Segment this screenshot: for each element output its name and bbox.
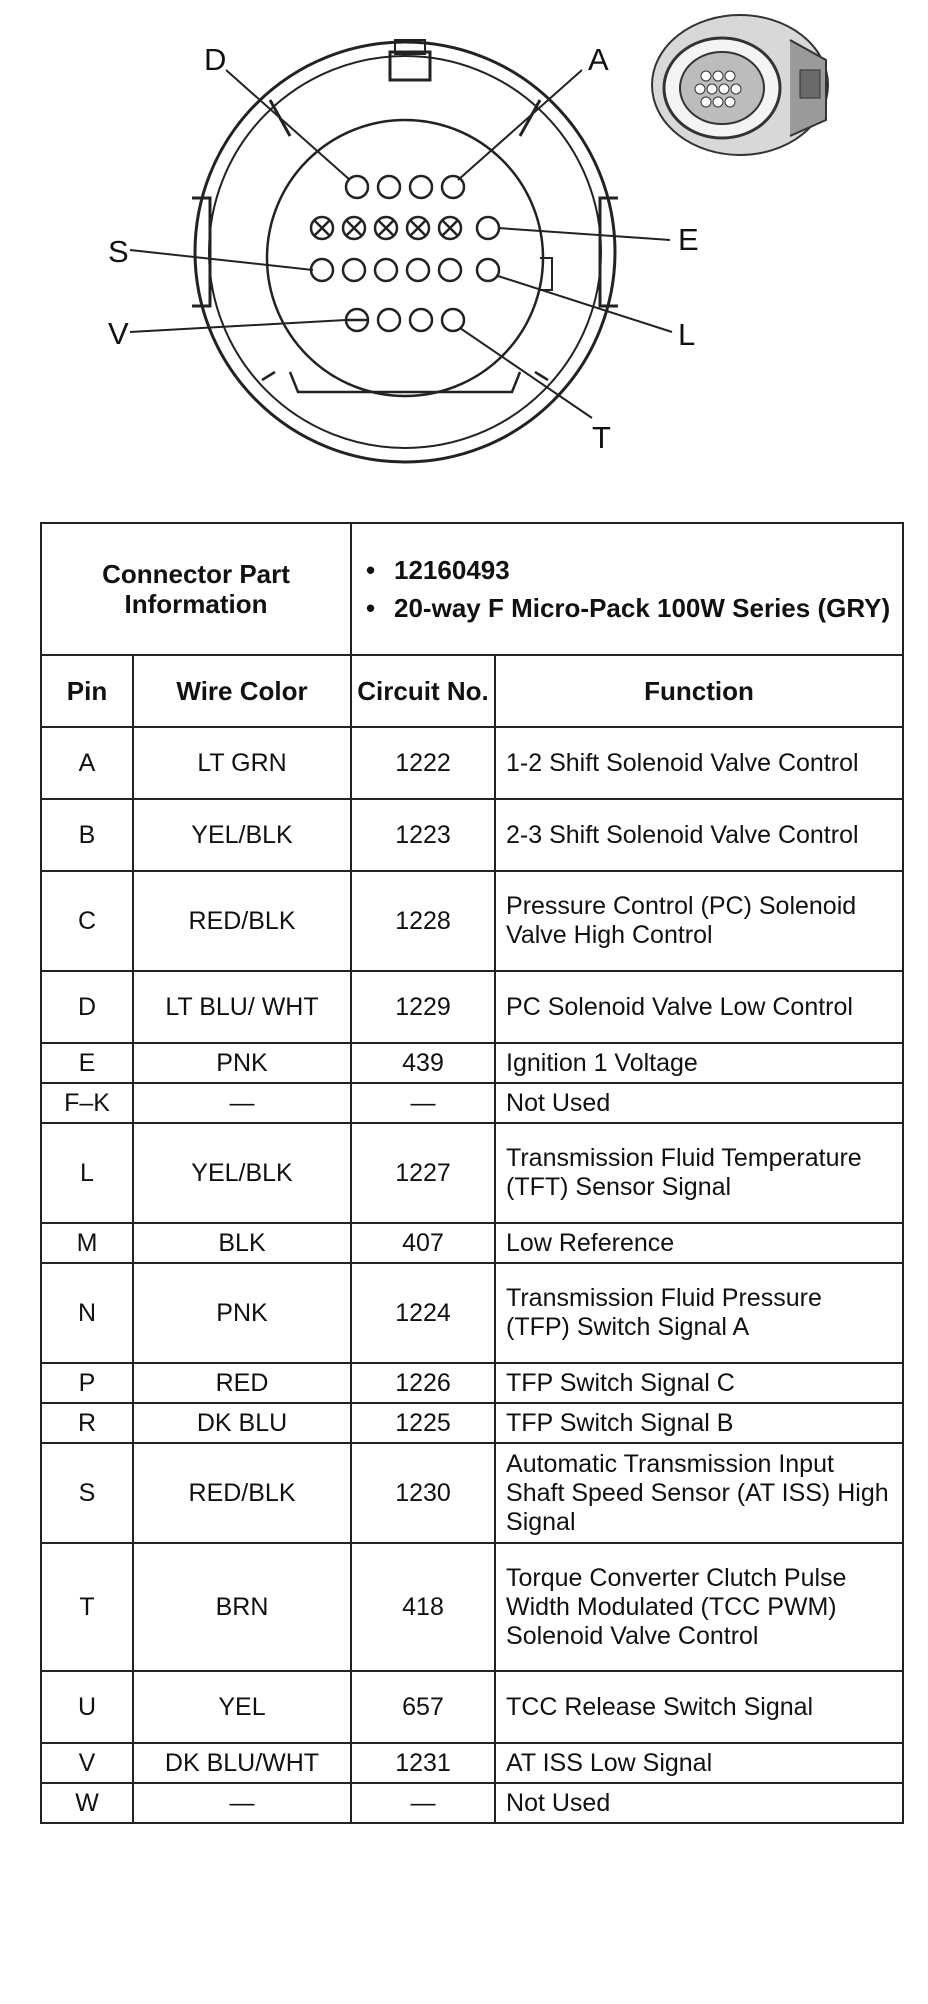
pin-cell: P — [41, 1363, 133, 1403]
wire-color-cell: BRN — [133, 1543, 351, 1671]
function-cell: PC Solenoid Valve Low Control — [495, 971, 903, 1043]
pin-cavities — [311, 176, 499, 331]
col-header-pin: Pin — [41, 655, 133, 727]
circuit-cell: 439 — [351, 1043, 495, 1083]
table-row — [41, 1083, 903, 1123]
table-row — [41, 1671, 903, 1743]
circuit-cell: 1223 — [351, 799, 495, 871]
table-row — [41, 1263, 903, 1363]
callout-e: E — [678, 222, 699, 257]
pin-cell: V — [41, 1743, 133, 1783]
table-row — [41, 1443, 903, 1543]
function-cell: 2-3 Shift Solenoid Valve Control — [495, 799, 903, 871]
function-cell: 1-2 Shift Solenoid Valve Control — [495, 727, 903, 799]
connector-face-diagram — [0, 0, 928, 480]
table-row — [41, 1363, 903, 1403]
pin-cell: A — [41, 727, 133, 799]
function-cell: Low Reference — [495, 1223, 903, 1263]
part-number: • 12160493 — [366, 555, 902, 585]
circuit-cell: 1226 — [351, 1363, 495, 1403]
pin-cell: N — [41, 1263, 133, 1363]
pin-cell: B — [41, 799, 133, 871]
circuit-cell: 407 — [351, 1223, 495, 1263]
connector-description: • 20-way F Micro-Pack 100W Series (GRY) — [366, 593, 902, 623]
circuit-cell: 418 — [351, 1543, 495, 1671]
wire-color-cell: PNK — [133, 1043, 351, 1083]
pin-cell: M — [41, 1223, 133, 1263]
table-row — [41, 1043, 903, 1083]
function-cell: TFP Switch Signal C — [495, 1363, 903, 1403]
pin-cell: L — [41, 1123, 133, 1223]
wire-color-cell: DK BLU/WHT — [133, 1743, 351, 1783]
wire-color-cell: LT BLU/ WHT — [133, 971, 351, 1043]
circuit-cell: 1224 — [351, 1263, 495, 1363]
circuit-cell: 1229 — [351, 971, 495, 1043]
function-cell: AT ISS Low Signal — [495, 1743, 903, 1783]
function-cell: TFP Switch Signal B — [495, 1403, 903, 1443]
table-row — [41, 871, 903, 971]
pin-cell: C — [41, 871, 133, 971]
function-cell: Transmission Fluid Temperature (TFT) Sensor Signal — [495, 1123, 903, 1223]
circuit-cell: 1231 — [351, 1743, 495, 1783]
wire-color-cell: DK BLU — [133, 1403, 351, 1443]
function-cell: Ignition 1 Voltage — [495, 1043, 903, 1083]
table-row — [41, 1783, 903, 1823]
plugged-cavities — [311, 217, 461, 239]
callout-l: L — [678, 317, 696, 352]
function-cell: Torque Converter Clutch Pulse Width Modulated (TCC PWM) Solenoid Valve Control — [495, 1543, 903, 1671]
circuit-cell: 1228 — [351, 871, 495, 971]
table-row — [41, 971, 903, 1043]
circuit-cell: 1230 — [351, 1443, 495, 1543]
function-cell: TCC Release Switch Signal — [495, 1671, 903, 1743]
pin-cell: W — [41, 1783, 133, 1823]
connector-face-svg — [0, 0, 928, 480]
circuit-cell: 1222 — [351, 727, 495, 799]
function-cell: Not Used — [495, 1083, 903, 1123]
pin-cell: T — [41, 1543, 133, 1671]
pin-cell: E — [41, 1043, 133, 1083]
wire-color-cell: RED — [133, 1363, 351, 1403]
connector-info-row — [41, 523, 903, 655]
wire-color-cell: — — [133, 1783, 351, 1823]
wire-color-cell: YEL/BLK — [133, 799, 351, 871]
wire-color-cell: — — [133, 1083, 351, 1123]
wire-color-cell: RED/BLK — [133, 871, 351, 971]
circuit-cell: — — [351, 1783, 495, 1823]
pinout-table — [40, 522, 904, 1824]
wire-color-cell: YEL — [133, 1671, 351, 1743]
col-header-function: Function — [495, 655, 903, 727]
function-cell: Automatic Transmission Input Shaft Speed Sensor (AT ISS) High Signal — [495, 1443, 903, 1543]
table-row — [41, 1543, 903, 1671]
connector-info-values — [351, 523, 903, 655]
table-row — [41, 727, 903, 799]
pin-cell: S — [41, 1443, 133, 1543]
circuit-cell: 1225 — [351, 1403, 495, 1443]
pin-cell: D — [41, 971, 133, 1043]
pin-cell: F–K — [41, 1083, 133, 1123]
callout-s: S — [108, 234, 129, 269]
table-row — [41, 1223, 903, 1263]
function-cell: Pressure Control (PC) Solenoid Valve High Control — [495, 871, 903, 971]
table-row — [41, 1403, 903, 1443]
function-cell: Transmission Fluid Pressure (TFP) Switch Signal A — [495, 1263, 903, 1363]
wire-color-cell: LT GRN — [133, 727, 351, 799]
table-row — [41, 799, 903, 871]
callout-v: V — [108, 316, 129, 351]
circuit-cell: — — [351, 1083, 495, 1123]
table-row — [41, 1743, 903, 1783]
wire-color-cell: YEL/BLK — [133, 1123, 351, 1223]
circuit-cell: 1227 — [351, 1123, 495, 1223]
wire-color-cell: PNK — [133, 1263, 351, 1363]
callout-a: A — [588, 42, 609, 77]
connector-photo-image — [652, 15, 828, 155]
circuit-cell: 657 — [351, 1671, 495, 1743]
callout-d: D — [204, 42, 227, 77]
pin-cell: U — [41, 1671, 133, 1743]
col-header-circuit: Circuit No. — [351, 655, 495, 727]
callout-t: T — [592, 420, 611, 455]
wire-color-cell: BLK — [133, 1223, 351, 1263]
column-header-row — [41, 655, 903, 727]
pin-cell: R — [41, 1403, 133, 1443]
wire-color-cell: RED/BLK — [133, 1443, 351, 1543]
table-row — [41, 1123, 903, 1223]
function-cell: Not Used — [495, 1783, 903, 1823]
col-header-wire-color: Wire Color — [133, 655, 351, 727]
connector-info-label: Connector Part Information — [41, 523, 351, 655]
